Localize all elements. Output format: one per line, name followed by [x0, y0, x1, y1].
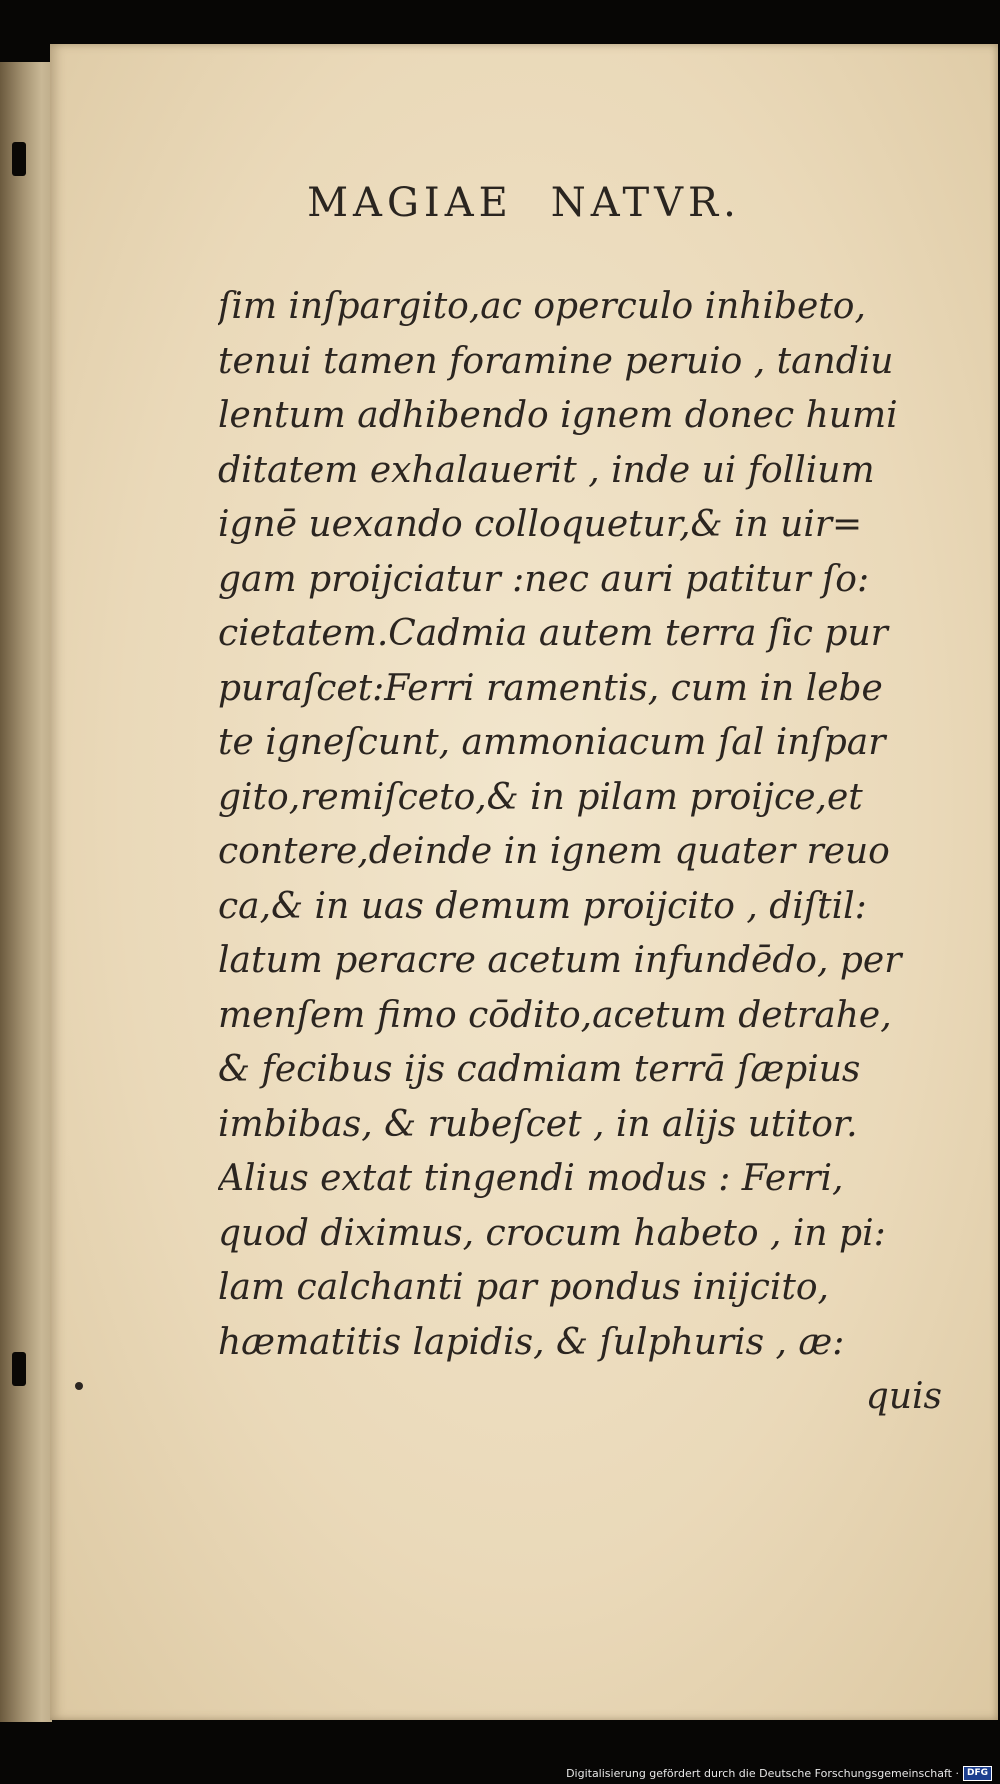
text-line: ignē uexando colloquetur,& in uir=	[218, 504, 863, 545]
text-line: ſim inſpargito,ac operculo inhibeto,	[218, 286, 866, 327]
book-page	[50, 44, 998, 1720]
text-line: cietatem.Cadmia autem terra ſic pur	[218, 613, 888, 654]
running-header	[50, 180, 998, 226]
catchword: quis	[865, 1376, 942, 1417]
edge-mark	[12, 142, 26, 176]
edge-mark	[12, 1352, 26, 1386]
text-line: hæmatitis lapidis, & ſulphuris , æ:	[218, 1321, 845, 1363]
ink-speck	[75, 1382, 83, 1390]
text-line: menſem fimo cōdito,acetum detrahe,	[218, 994, 892, 1036]
text-block	[218, 280, 966, 1425]
text-line: te igneſcunt, ammoniacum ſal inſpar	[218, 722, 886, 763]
digitization-credit	[566, 1766, 992, 1781]
text-line: imbibas, & rubeſcet , in alijs utitor.	[218, 1103, 858, 1145]
dfg-logo: DFG	[963, 1766, 992, 1781]
header-word-1: MAGIAE	[307, 180, 513, 226]
text-line: quod diximus, crocum habeto , in pi:	[218, 1212, 886, 1254]
text-line: puraſcet:Ferri ramentis, cum in lebe	[218, 667, 883, 709]
text-line: & fecibus ijs cadmiam terrā ſæpius	[218, 1049, 861, 1090]
credit-text: Digitalisierung gefördert durch die Deutsche Forschungsgemeinschaft ·	[566, 1767, 959, 1780]
text-line: Alius extat tingendi modus : Ferri,	[218, 1158, 844, 1199]
text-line: gito,remiſceto,& in pilam proijce,et	[218, 776, 863, 818]
header-word-2: NATVR.	[550, 180, 741, 226]
left-page-edge	[0, 62, 52, 1722]
text-line: ca,& in uas demum proijcito , diſtil:	[218, 885, 867, 927]
text-line: tenui tamen foramine peruio , tandiu	[218, 340, 894, 382]
text-line: ditatem exhalauerit , inde ui follium	[218, 449, 875, 491]
text-line: gam proijciatur :nec auri patitur ſo:	[218, 558, 870, 600]
text-line: contere,deinde in ignem quater reuo	[218, 831, 890, 872]
text-line: lam calchanti par pondus inijcito,	[218, 1267, 829, 1308]
text-line: latum peracre acetum infundēdo, per	[218, 940, 902, 981]
text-line: lentum adhibendo ignem donec humi	[218, 395, 898, 436]
